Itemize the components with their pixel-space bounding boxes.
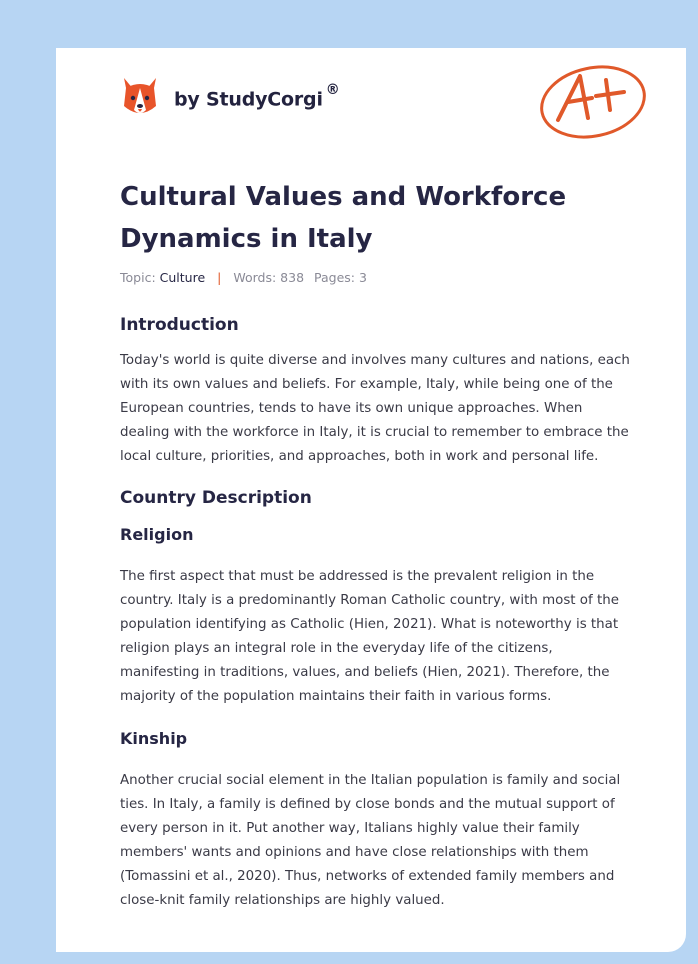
heading-kinship: Kinship — [120, 729, 188, 748]
paragraph-introduction: Today's world is quite diverse and involves many cultures and nations, each with its own values and beliefs. For example, Italy, while being one of the European countries, tends to have its own unique approaches. When dealing with the workforce in Italy, it is crucial to remember to embrace the local culture, priorities, and approaches, both in work and personal life. — [120, 353, 630, 464]
meta-separator: | — [217, 270, 222, 285]
document-page — [56, 48, 686, 952]
heading-country-description: Country Description — [120, 488, 312, 508]
heading-religion: Religion — [120, 525, 194, 544]
a-plus-grade-icon — [536, 58, 652, 142]
brand-name: by StudyCorgi ® — [174, 81, 340, 111]
document-title: Cultural Values and Workforce Dynamics in Italy — [120, 182, 567, 254]
page-count: Pages: 3 — [314, 270, 367, 285]
paragraph-kinship: Another crucial social element in the Italian population is family and social ties. In Italy, a family is defined by close bonds and the mutual support of every person in it. Put another way, Italians highly value their family members' wants and opinions and have close relationships with them (Tomassini et al., 2020). Thus, networks of extended family members and close-knit family relationships are highly valued. — [120, 773, 621, 908]
document-body — [120, 314, 630, 913]
corgi-logo-icon — [120, 76, 160, 120]
brand-logo[interactable] — [120, 76, 340, 120]
document-meta — [120, 270, 367, 285]
topic-label: Topic: — [120, 270, 156, 285]
topic-link[interactable]: Culture — [159, 270, 206, 285]
paragraph-religion: The first aspect that must be addressed is the prevalent religion in the country. Italy is a predominantly Roman Catholic country, with most of the population identifying as Catholic (Hien, 2021). What is noteworthy is that religion plays an integral role in the everyday life of the citizens, manifesting in traditions, values, and beliefs (Hien, 2021). Therefore, the majority of the population maintains their faith in various forms. — [120, 569, 619, 704]
heading-introduction: Introduction — [120, 315, 239, 335]
word-count: Words: 838 — [233, 270, 305, 285]
